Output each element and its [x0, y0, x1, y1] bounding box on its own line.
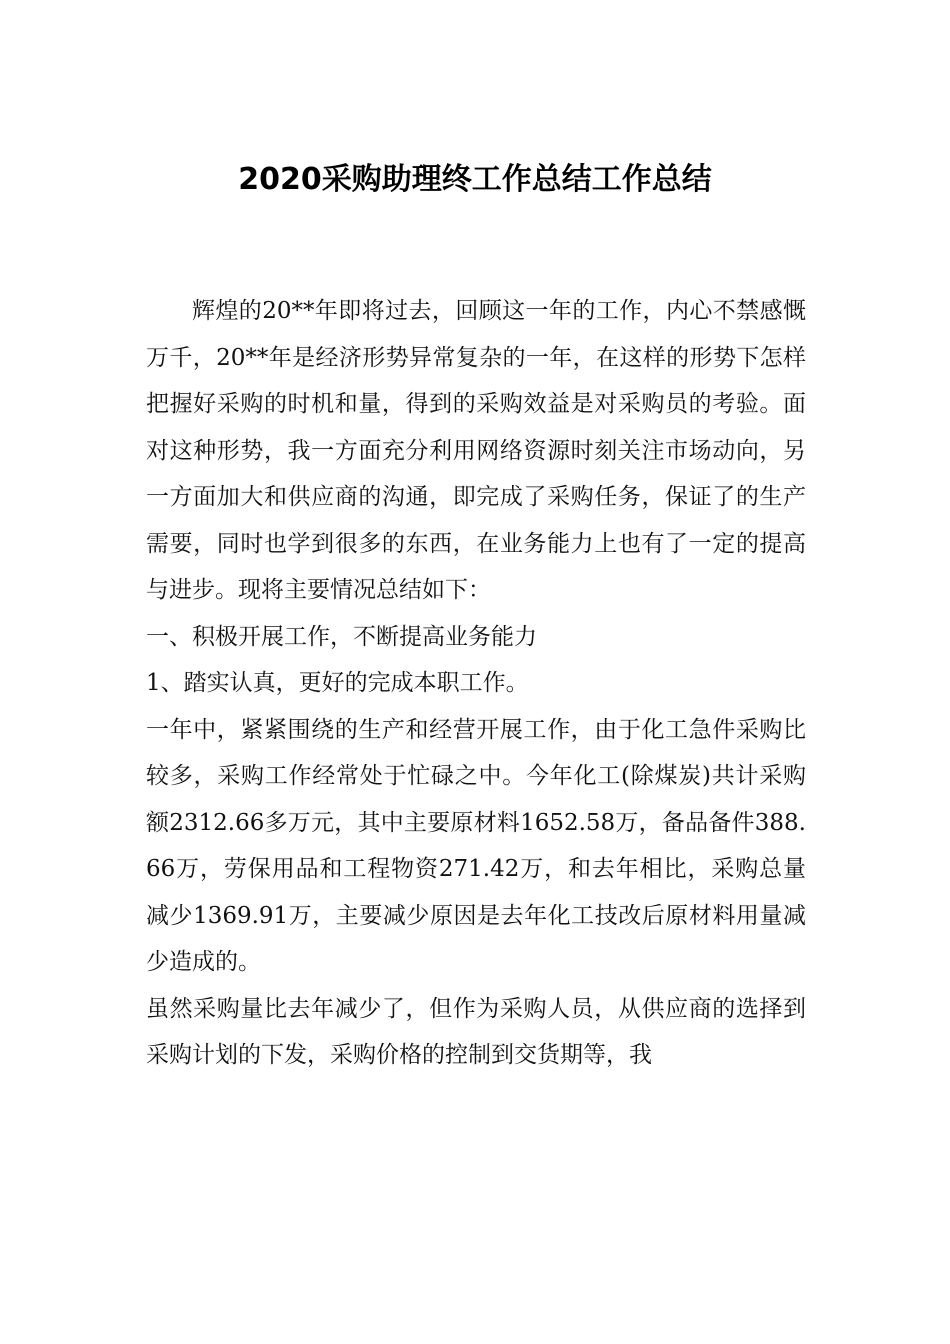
body-paragraph-1: 一年中，紧紧围绕的生产和经营开展工作，由于化工急件采购比较多，采购工作经常处于忙碌之中。今年化工(除煤炭)共计采购额2312.66多万元，其中主要原材料1652.58万，备品备件388.66万，劳保用品和工程物资271.42万，和去年相比，采购总量减少1369.91万，主要减少原因是去年化工技改后原材料用量减少造成的。 — [146, 716, 806, 975]
body-paragraph-2: 虽然采购量比去年减少了，但作为采购人员，从供应商的选择到采购计划的下发，采购价格的控制到交货期等，我 — [146, 995, 806, 1068]
document-body — [146, 288, 806, 1079]
subsection-heading-1: 1、踏实认真，更好的完成本职工作。 — [146, 670, 529, 696]
section-heading-1: 一、积极开展工作，不断提高业务能力 — [146, 623, 537, 650]
document-title: 2020采购助理终工作总结工作总结 — [238, 162, 712, 197]
intro-paragraph: 辉煌的20**年即将过去，回顾这一年的工作，内心不禁感慨万千，20**年是经济形势异常复杂的一年，在这样的形势下怎样把握好采购的时机和量，得到的采购效益是对采购员的考验。面对这种形势，我一方面充分利用网络资源时刻关注市场动向，另一方面加大和供应商的沟通，即完成了采购任务，保证了的生产需要，同时也学到很多的东西，在业务能力上也有了一定的提高与进步。现将主要情况总结如下： — [146, 298, 806, 603]
